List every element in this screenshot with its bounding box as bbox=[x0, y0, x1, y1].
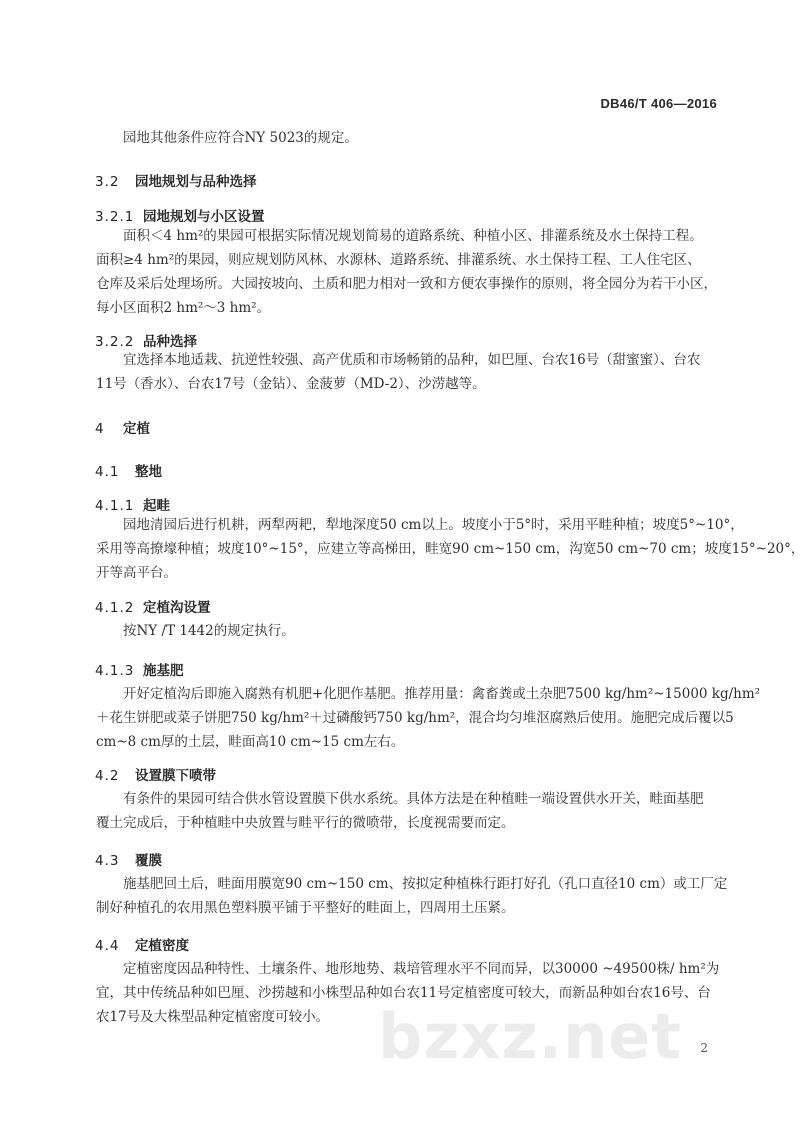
paragraph bbox=[96, 682, 761, 754]
paragraph-line: 有条件的果园可结合供水管设置膜下供水系统。具体方法是在种植畦一端设置供水开关，畦面基肥 bbox=[123, 791, 704, 807]
paragraph bbox=[96, 872, 728, 920]
section-heading bbox=[95, 494, 170, 514]
section-title: 设置膜下喷带 bbox=[135, 768, 216, 784]
section-title: 定植密度 bbox=[135, 938, 189, 954]
paragraph-line: 开等高平台。 bbox=[96, 565, 177, 581]
section-number: 4.3 bbox=[95, 853, 120, 869]
section-number: 4.1.1 bbox=[95, 498, 135, 514]
paragraph-line: 仓库及采后处理场所。大园按坡向、土质和肥力相对一致和方便农事操作的原则，将全园分为若干小区， bbox=[96, 276, 717, 292]
paragraph bbox=[96, 787, 708, 835]
paragraph-line: 覆土完成后，于种植畦中央放置与畦平行的微喷带，长度视需要而定。 bbox=[96, 815, 515, 831]
paragraph-line: 11号（香水）、台农17号（金钻）、金菠萝（MD-2）、沙涝越等。 bbox=[96, 376, 486, 392]
paragraph-line: 农17号及大株型品种定植密度可较小。 bbox=[96, 1009, 330, 1025]
paragraph-line: 施基肥回土后，畦面用膜宽90 cm~150 cm、按拟定种植株行距打好孔（孔口直径10 cm）或工厂定 bbox=[123, 876, 728, 892]
section-heading bbox=[95, 849, 162, 869]
section-number: 4.1.2 bbox=[95, 600, 135, 616]
section-title: 整地 bbox=[135, 464, 162, 480]
watermark: bzxz.net bbox=[378, 1000, 682, 1073]
page-number: 2 bbox=[700, 1041, 708, 1055]
section-title: 起畦 bbox=[143, 498, 170, 514]
paragraph-line: 按NY /T 1442的规定执行。 bbox=[123, 623, 295, 639]
section-number: 4.2 bbox=[95, 768, 120, 784]
paragraph-line: 开好定植沟后即施入腐熟有机肥+化肥作基肥。推荐用量：禽畜粪或土杂肥7500 kg/hm²~15000 kg/hm² bbox=[123, 686, 761, 702]
paragraph-line: ＋花生饼肥或菜子饼肥750 kg/hm²＋过磷酸钙750 kg/hm²，混合均匀堆沤腐熟后使用。施肥完成后覆以5 bbox=[96, 710, 734, 726]
paragraph-line: 宜选择本地适栽、抗逆性较强、高产优质和市场畅销的品种，如巴厘、台农16号（甜蜜蜜）、台农 bbox=[123, 352, 701, 368]
section-heading bbox=[95, 170, 257, 190]
section-title: 定植沟设置 bbox=[143, 600, 211, 616]
paragraph-line: 面积＜4 hm²的果园可根据实际情况规划简易的道路系统、种植小区、排灌系统及水土保持工程。 bbox=[123, 228, 703, 244]
paragraph bbox=[96, 126, 708, 150]
paragraph-line: 宜，其中传统品种如巴厘、沙捞越和小株型品种如台农11号定植密度可较大，而新品种如台农16号、台 bbox=[96, 985, 711, 1001]
section-heading bbox=[95, 596, 211, 616]
section-number: 4.1 bbox=[95, 464, 120, 480]
section-heading bbox=[95, 330, 197, 350]
section-title: 品种选择 bbox=[143, 334, 197, 350]
section-heading bbox=[95, 460, 162, 480]
section-number: 3.2.1 bbox=[95, 209, 135, 225]
paragraph-line: cm~8 cm厚的土层，畦面高10 cm~15 cm左右。 bbox=[96, 734, 405, 750]
paragraph-line: 采用等高撩壕种植；坡度10°~15°，应建立等高梯田，畦宽90 cm~150 cm，沟宽50 cm~70 cm；坡度15°~20°， bbox=[96, 541, 804, 557]
section-title: 覆膜 bbox=[135, 853, 162, 869]
paragraph bbox=[96, 619, 708, 643]
section-number: 4.4 bbox=[95, 938, 120, 954]
paragraph-line: 定植密度因品种特性、土壤条件、地形地势、栽培管理水平不同而异，以30000 ~49500株/ hm²为 bbox=[123, 961, 720, 977]
section-title: 园地规划与品种选择 bbox=[135, 174, 257, 190]
section-heading bbox=[95, 417, 150, 437]
section-number: 3.2.2 bbox=[95, 334, 135, 350]
paragraph-line: 面积≥4 hm²的果园，则应规划防风林、水源林、道路系统、排灌系统、水土保持工程、工人住宅区、 bbox=[96, 252, 701, 268]
paragraph-line: 每小区面积2 hm²～3 hm²。 bbox=[96, 300, 271, 316]
paragraph-line: 制好种植孔的农用黑色塑料膜平铺于平整好的畦面上，四周用土压紧。 bbox=[96, 900, 515, 916]
paragraph-line: 园地清园后进行机耕，两犁两耙，犁地深度50 cm以上。坡度小于5°时，采用平畦种植；坡度5°~10°， bbox=[123, 517, 744, 533]
section-number: 3.2 bbox=[95, 174, 120, 190]
section-number: 4.1.3 bbox=[95, 663, 135, 679]
section-title: 园地规划与小区设置 bbox=[143, 209, 265, 225]
paragraph bbox=[96, 957, 720, 1029]
document-code: DB46/T 406—2016 bbox=[600, 96, 717, 111]
paragraph bbox=[96, 224, 717, 320]
section-heading bbox=[95, 934, 189, 954]
paragraph bbox=[96, 348, 708, 396]
section-heading bbox=[95, 764, 216, 784]
paragraph bbox=[96, 513, 804, 585]
section-title: 定植 bbox=[123, 421, 150, 437]
paragraph-line: 园地其他条件应符合NY 5023的规定。 bbox=[123, 130, 358, 146]
section-heading bbox=[95, 205, 265, 225]
section-number: 4 bbox=[95, 421, 105, 437]
section-heading bbox=[95, 659, 184, 679]
section-title: 施基肥 bbox=[143, 663, 184, 679]
